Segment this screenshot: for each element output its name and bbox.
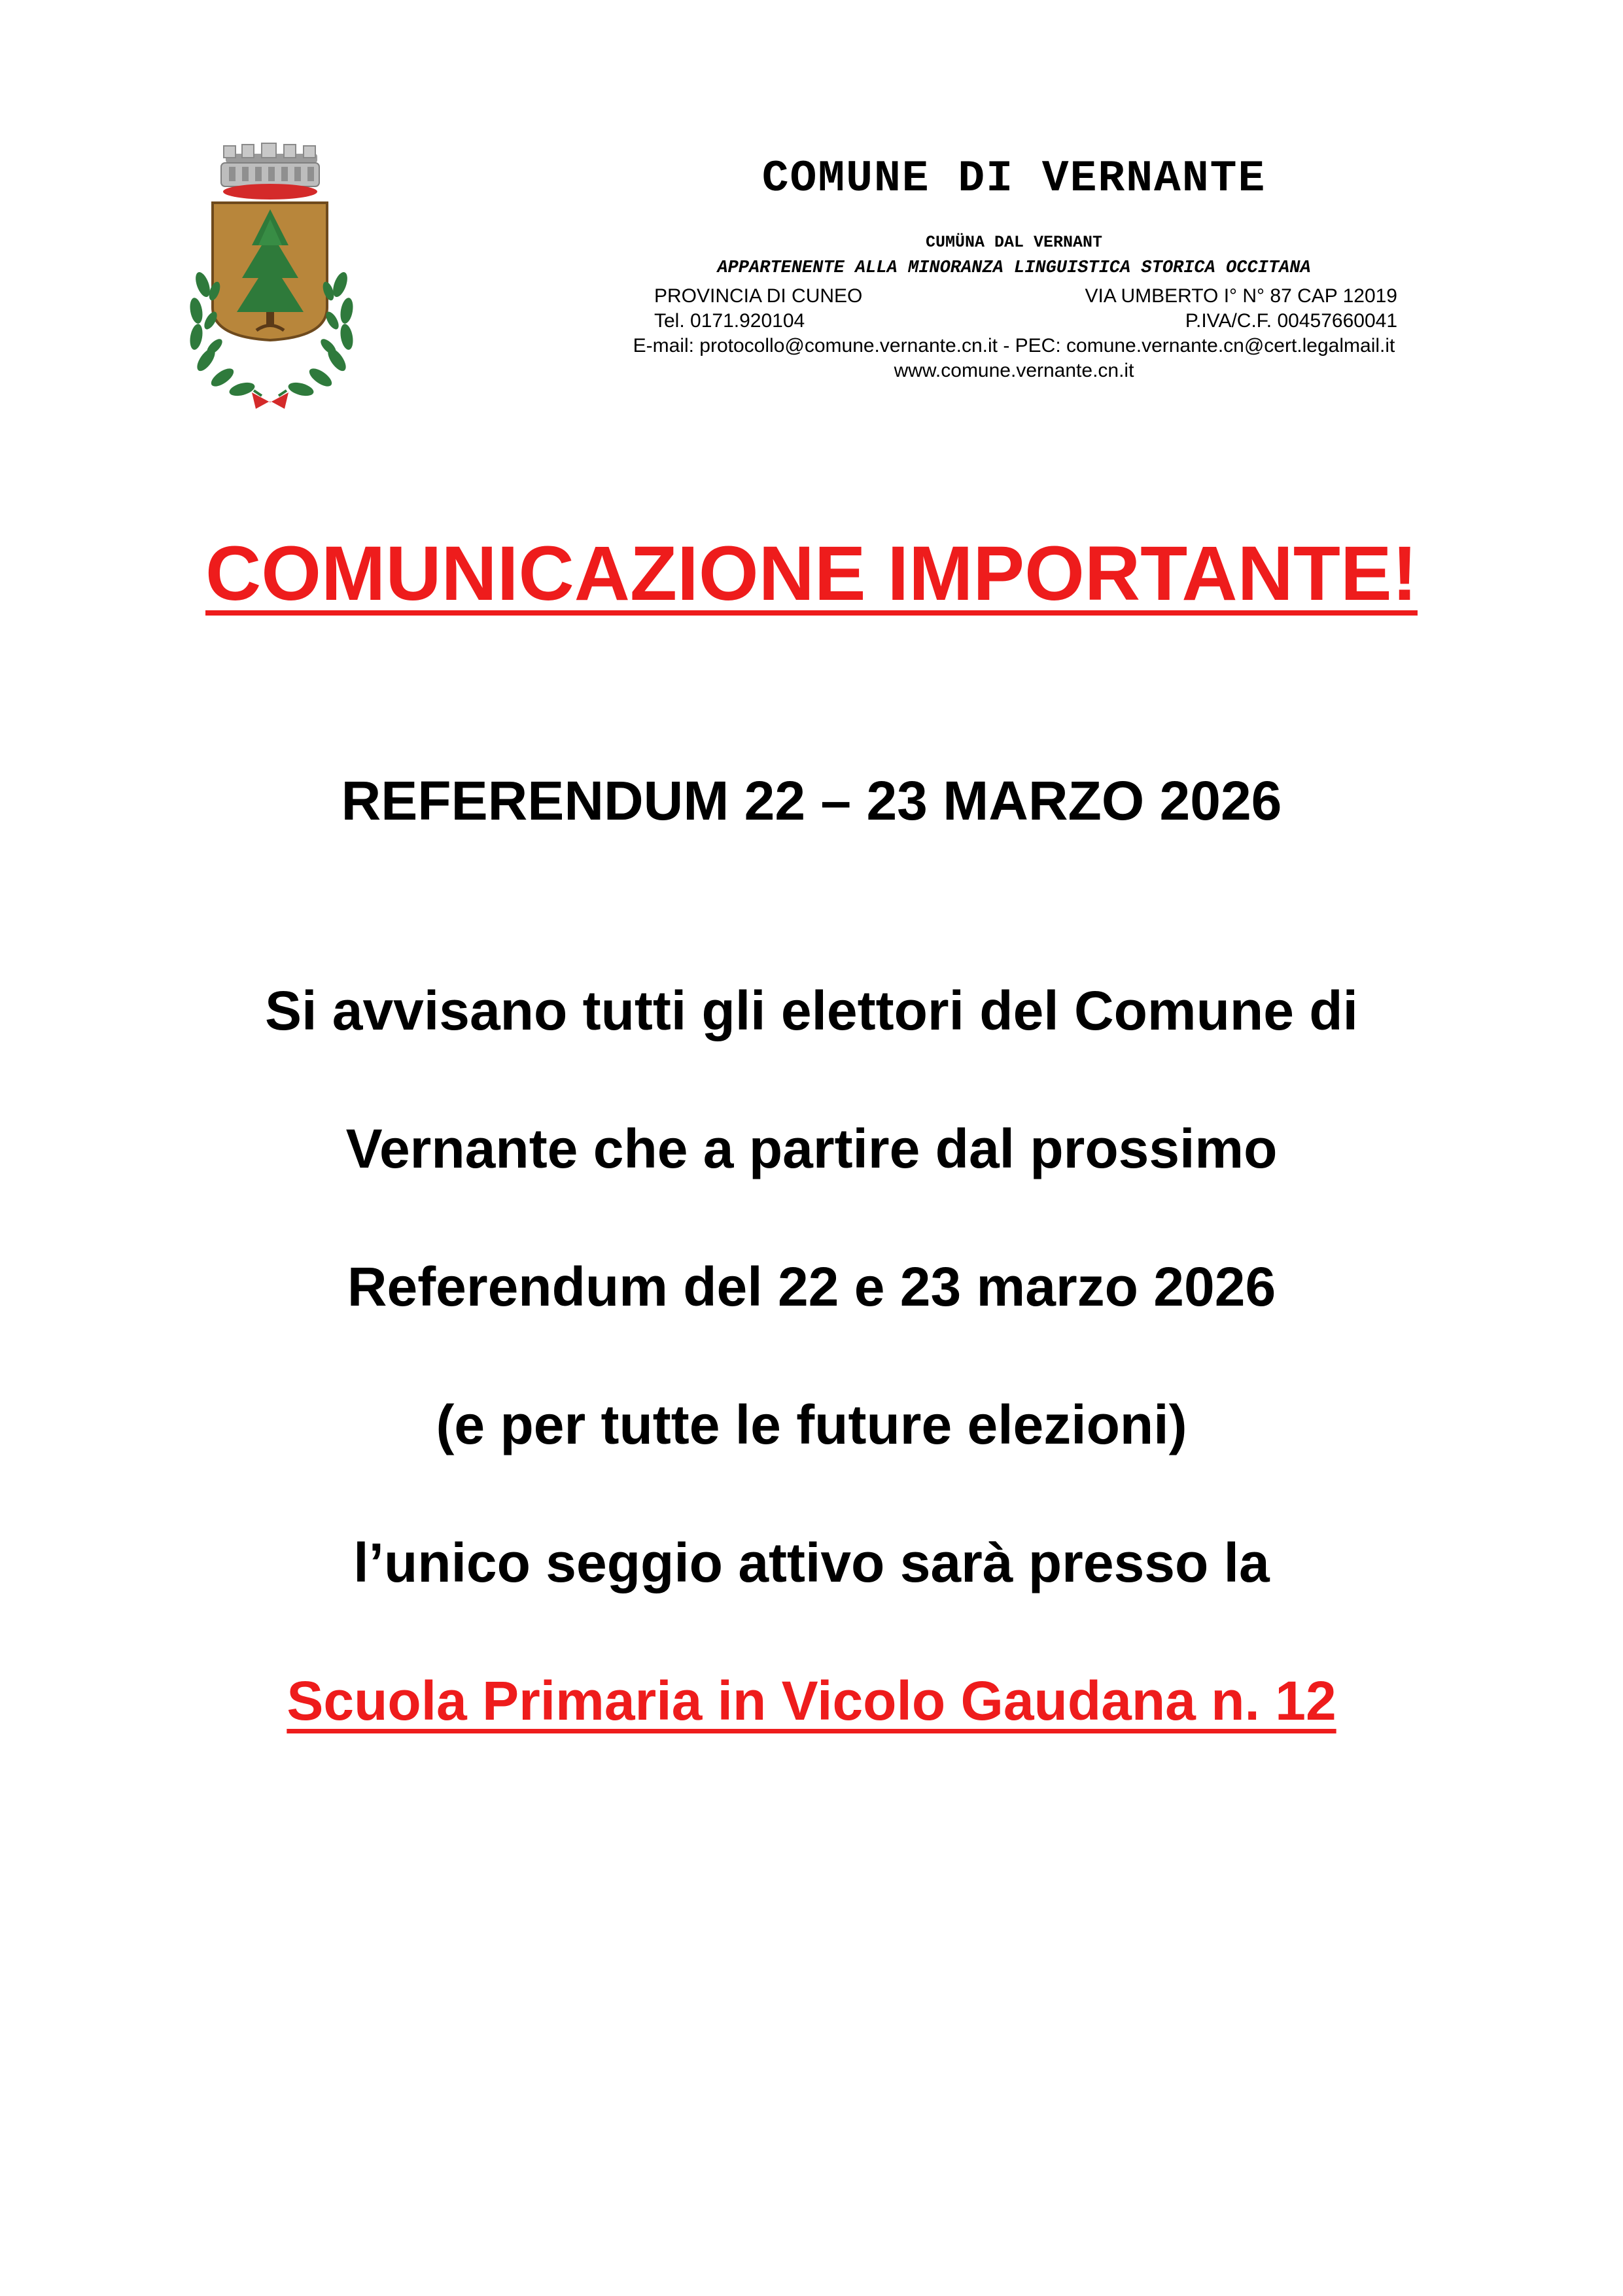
website-text: www.comune.vernante.cn.it <box>894 360 1134 381</box>
notice-line: Referendum del 22 e 23 marzo 2026 <box>347 1256 1276 1317</box>
vat-text: P.IVA/C.F. 00457660041 <box>1185 310 1397 332</box>
letterhead <box>484 154 1544 383</box>
municipality-name: COMUNE DI VERNANTE <box>761 154 1266 204</box>
municipality-occitan-name: CUMÜNA DAL VERNANT <box>925 233 1103 252</box>
phone-text: Tel. 0171.920104 <box>654 310 805 332</box>
notice-title: COMUNICAZIONE IMPORTANTE! <box>205 531 1418 617</box>
email-pec-text: E-mail: protocollo@comune.vernante.cn.it - PEC: comune.vernante.cn@cert.legalmail.it <box>633 335 1395 357</box>
referendum-heading: REFERENDUM 22 – 23 MARZO 2026 <box>341 770 1282 831</box>
address-text: VIA UMBERTO I° N° 87 CAP 12019 <box>1085 285 1397 307</box>
notice-line: l’unico seggio attivo sarà presso la <box>353 1532 1270 1593</box>
notice-line: Vernante che a partire dal prossimo <box>345 1118 1278 1179</box>
province-text: PROVINCIA DI CUNEO <box>654 285 863 307</box>
linguistic-minority-note: APPARTENENTE ALLA MINORANZA LINGUISTICA STORICA OCCITANA <box>717 258 1311 278</box>
letterhead-row-province <box>631 284 1397 309</box>
notice-body <box>0 978 1623 1806</box>
coat-of-arms-icon <box>177 141 366 415</box>
polling-location-line <box>0 1668 1623 1806</box>
notice-line: Si avvisano tutti gli elettori del Comune di <box>265 980 1358 1041</box>
polling-location: Scuola Primaria in Vicolo Gaudana n. 12 <box>287 1670 1336 1731</box>
notice-line: (e per tutte le future elezioni) <box>436 1394 1187 1455</box>
letterhead-row-phone <box>631 309 1397 334</box>
